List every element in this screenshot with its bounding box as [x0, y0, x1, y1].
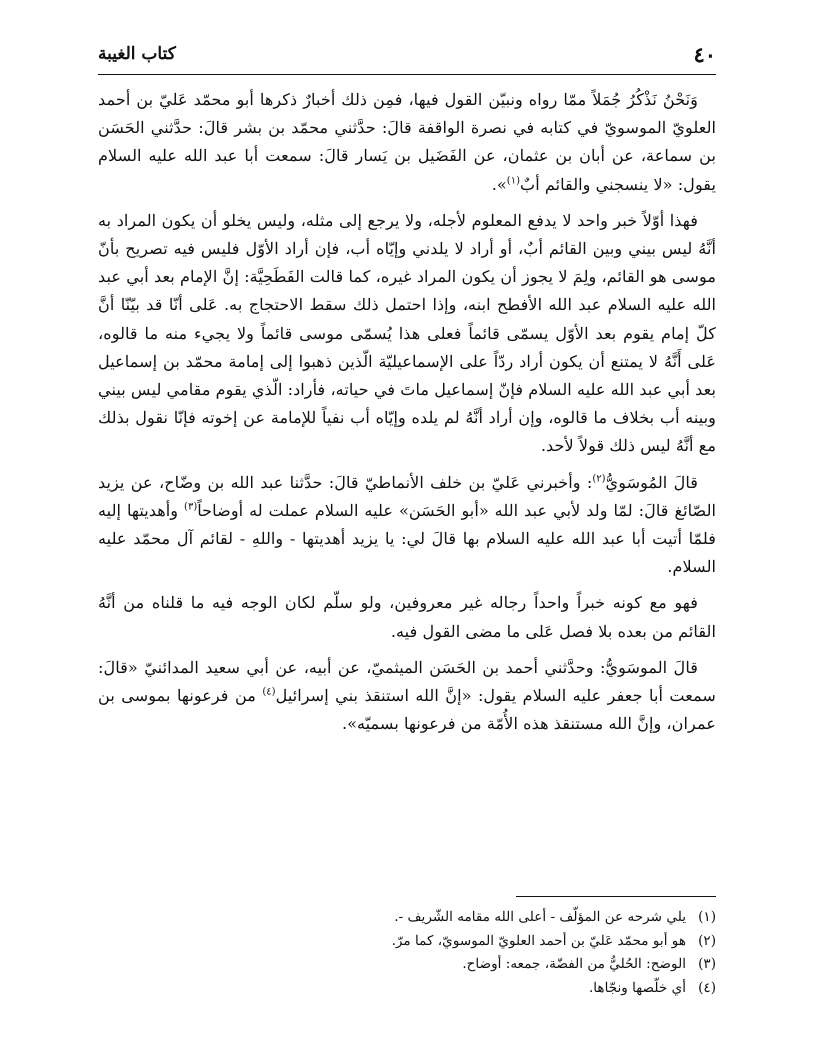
footnote-number: (٢) [698, 932, 716, 949]
footnote-number: (٣) [698, 956, 716, 972]
footnote [98, 930, 716, 954]
paragraph: وَنَحْنُ نَذْكُرُ جُمَلاً ممّا رواه ونبيّن القول فيها، فمِن ذلك أخبارٌ ذكرها أبو محمّد عَليّ بن أحمد العلويّ الموسويّ في كتابه في نصرة الواقفة قالَ: حدَّثني محمّد بن بشر قالَ: حدَّثني الحَسَن بن سماعة، عن أبان بن عثمان، عن الفَضَيل بن يَسار قالَ: سمعت أبا عبد الله عليه السلام يقول: «لا ينسجني والقائم أبٌ$^{(١)}$». [98, 90, 716, 194]
footnote-marker: (٢) [592, 473, 606, 485]
footnote-text: هو أبو محمّد عَليّ بن أحمد العلويّ الموسويّ، كما مرّ. [391, 932, 686, 949]
footnote-text: أي خلّصها ونجّاها. [588, 979, 686, 996]
footnote-text: الوضح: الحُليُّ من الفضّة، جمعه: أوضاح. [462, 956, 686, 972]
paragraph: قالَ المُوسَويُّ$^{(٢)}$: وأخبرني عَليّ بن خلف الأنماطيّ قالَ: حدَّثنا عبد الله بن وضّاح، عن يزيد الصّائغ قالَ: لمّا ولد لأبي عبد الله «أبو الحَسَن» عليه السلام عملت له أوضاحاً$^{(٣)}$ وأهديتها إليه فلمّا أتيت أبا عبد الله عليه السلام بها قالَ لي: يا يزيد أهديتها - واللهِ - لقائم آل محمّد عليه السلام. [98, 472, 717, 577]
main-text [98, 86, 716, 738]
footnote [98, 953, 716, 977]
footnote-marker: (١) [506, 175, 520, 187]
page-number: ٤٠ [693, 42, 716, 67]
paragraph: فهو مع كونه خبراً واحداً رجاله غير معروفين، ولو سلّم لكان الوجه فيه ما قلناه من أنَّهُ القائم من بعده بلا فصل عَلى ما مضى القول فيه. [98, 593, 716, 641]
footnote-number: (٤) [698, 979, 716, 996]
paragraph: فهذا أوّلاً خبر واحد لا يدفع المعلوم لأجله، ولا يرجع إلى مثله، وليس يخلو أن يكون المراد به أنَّهُ ليس بيني وبين القائم أبٌ، أو أراد لا يلدني وإيّاه أب، فإن أراد الأوّل فليس فيه تصريح بأنّ موسى هو القائم، ولِمَ لا يجوز أن يكون المراد غيره، كما قالت الفَطَحِيَّة: إنَّ الإمام بعد أبي عبد الله عليه السلام عبد الله الأفطح ابنه، وإذا احتمل ذلك سقط الاحتجاج به. عَلى أنّا قد بيّنّا أنَّ كلّ إمام يقوم بعد الأوّل يسمّى قائماً فعلى هذا يُسمّى موسى قائماً ولا يجيء منه ما قالوه، عَلى أَنَّهُ لا يمتنع أن يكون أراد ردّاً على الإسماعيليّة الّذين ذهبوا إلى إمامة محمّد بن إسماعيل بعد أبي عبد الله عليه السلام فإنّ إسماعيل ماتَ في حياته، فأراد: الّذي يقوم مقامي ليس بيني وبينه أب بخلاف ما قالوه، وإن أراد أنَّهُ لم يلده وإيّاه أب نفياً للإمامة عن إخوته فإنّا نقول بذلك مع أنَّهُ ليس ذلك قولاً لأحد. [98, 210, 716, 456]
footnote-marker: (٣) [184, 501, 198, 513]
footnote-marker: (٤) [262, 686, 276, 698]
footnotes [98, 906, 716, 1000]
book-title: كتاب الغيبة [98, 44, 176, 64]
page-header [98, 40, 716, 75]
footnote-separator [516, 896, 716, 897]
footnote [98, 977, 716, 1001]
footnote [98, 906, 716, 930]
footnote-number: (١) [698, 909, 716, 925]
footnote-text: يلي شرحه عن المؤلّف - أعلى الله مقامه الشّريف -. [394, 909, 686, 925]
paragraph: قالَ الموسَويُّ: وحدَّثني أحمد بن الحَسَن الميثميّ، عن أبيه، عن أبي سعيد المدائنيّ «قالَ: سمعت أبا جعفر عليه السلام يقول: «إنَّ الله استنقذ بني إسرائيل$^{(٤)}$ من فرعونها بموسى بن عمران، وإنَّ الله مستنقذ هذه الأُمّة من فرعونها بسميّه». [98, 657, 716, 734]
